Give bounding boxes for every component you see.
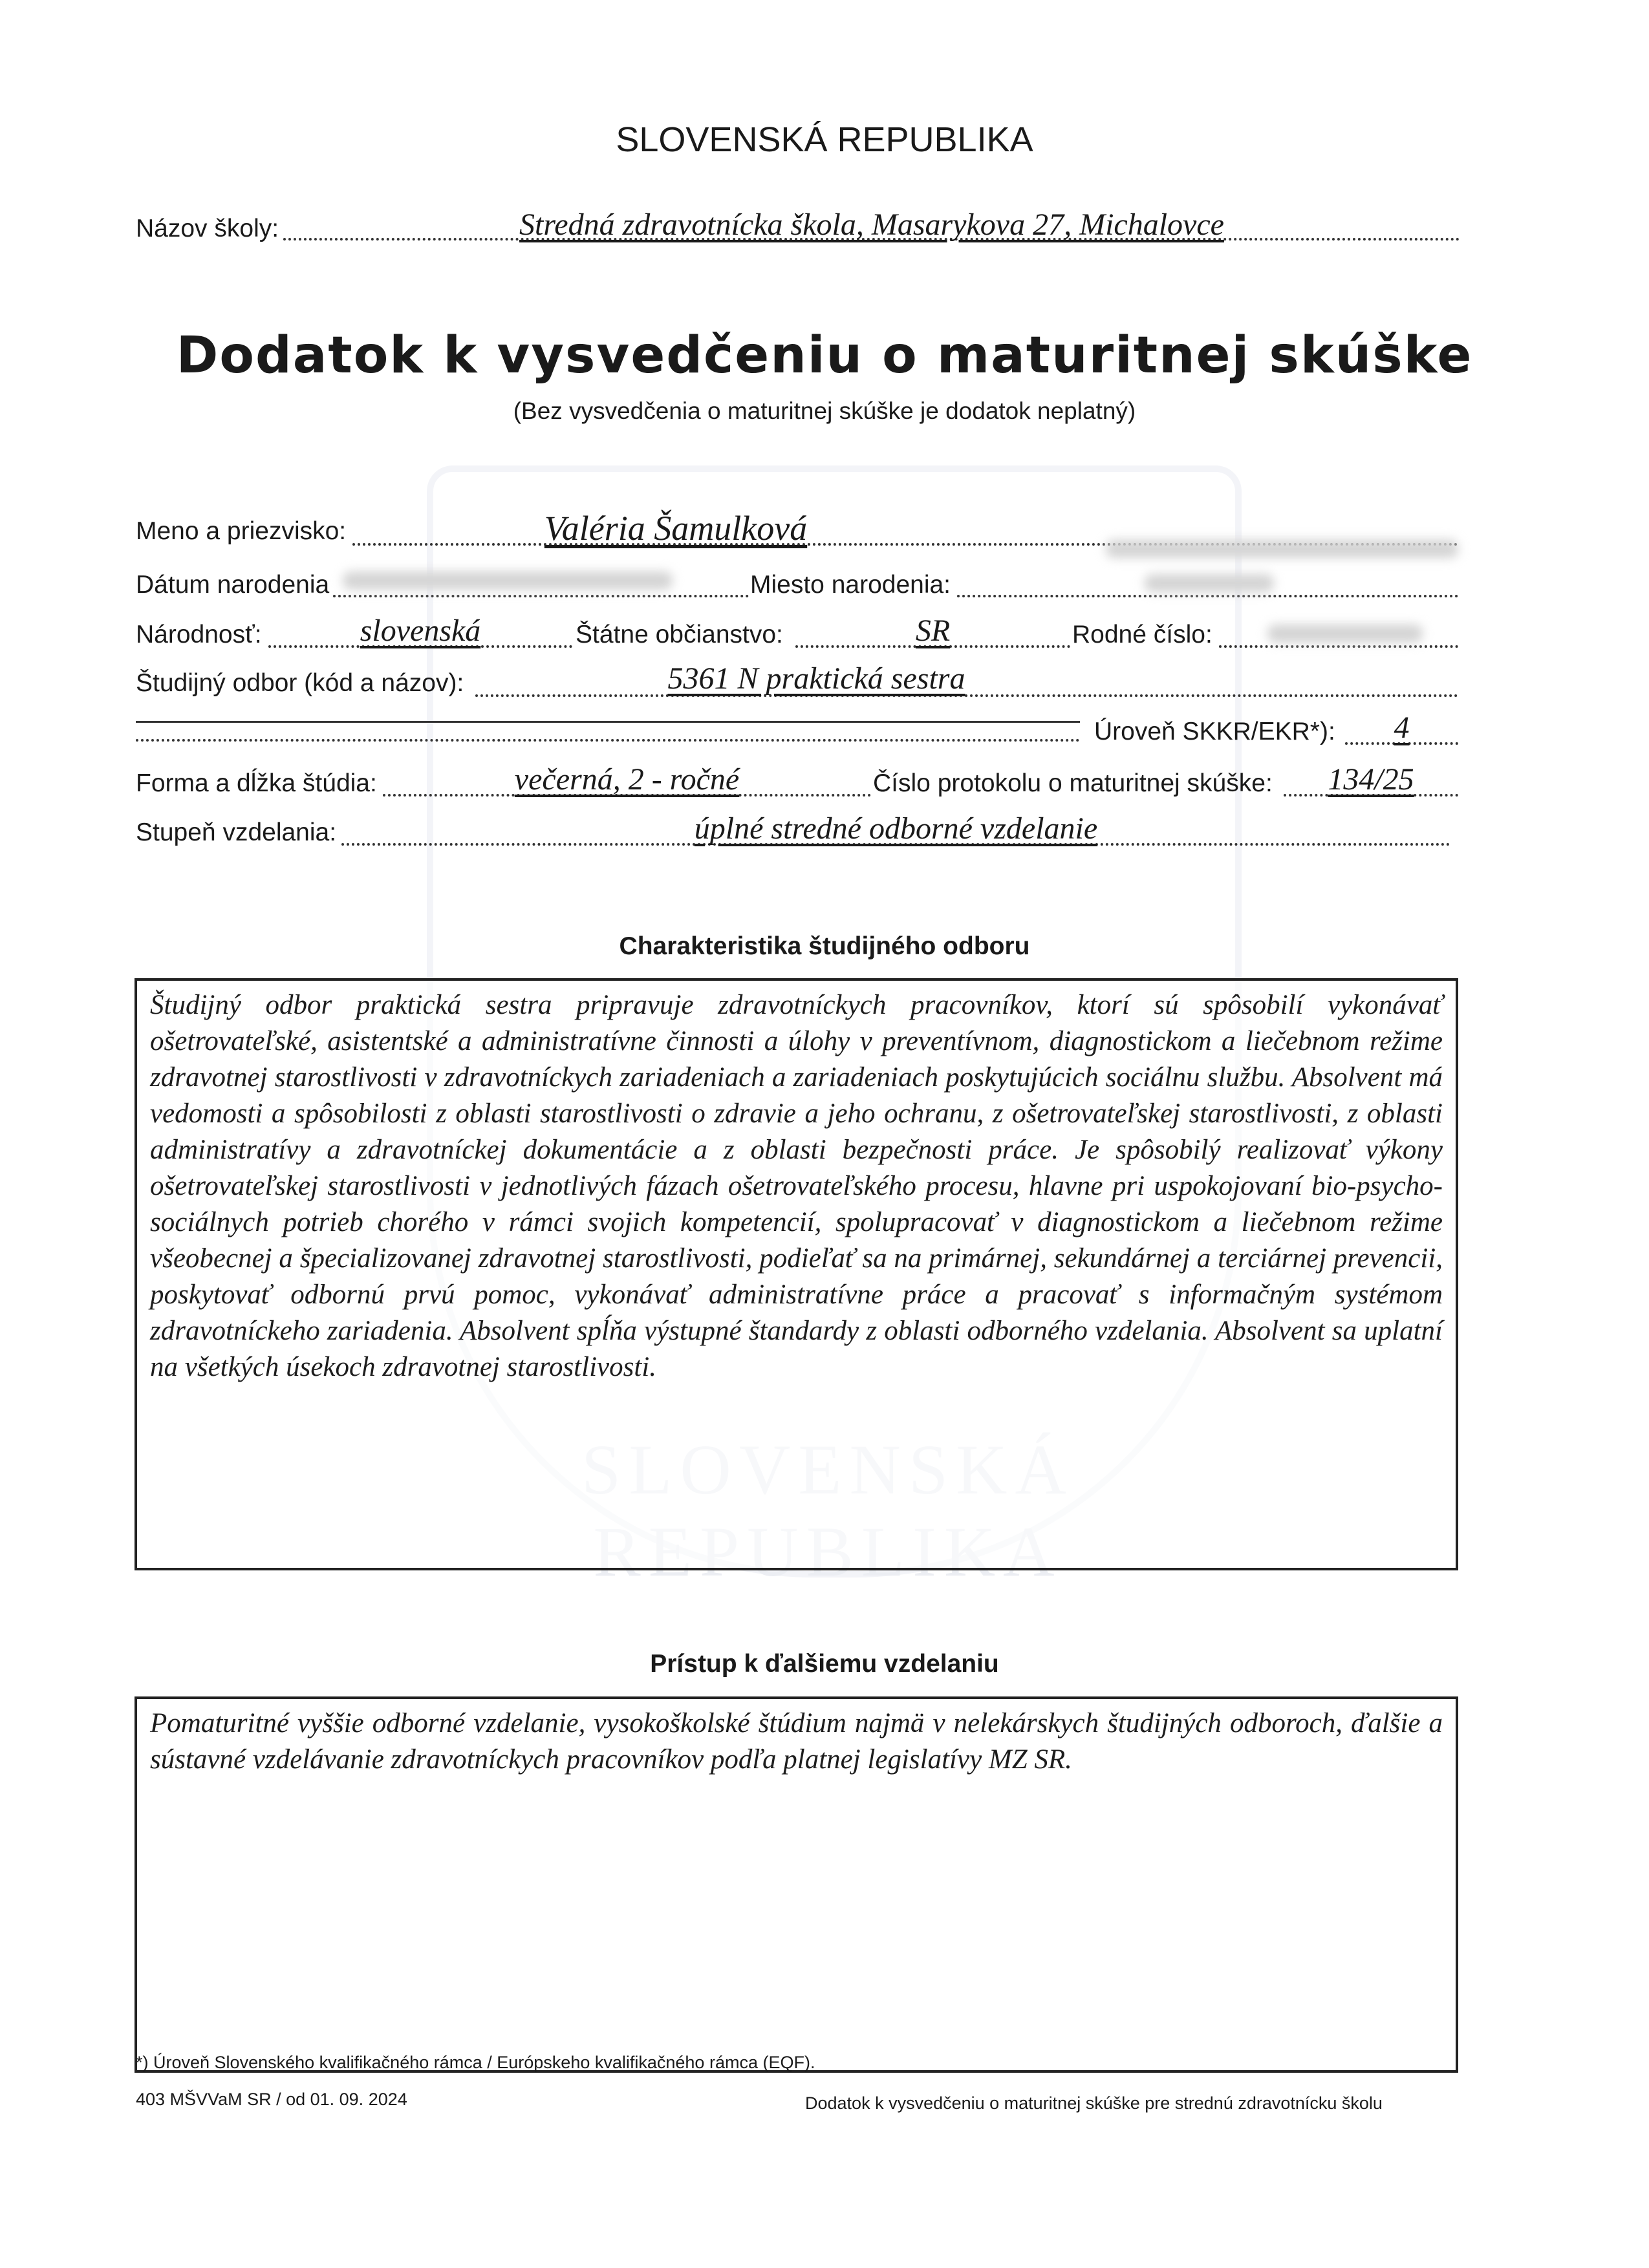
continuation-dotted-line (136, 734, 1080, 742)
school-value: Stredná zdravotnícka škola, Masarykova 27, Michalovce (519, 208, 1224, 242)
nationality-value: slovenská (360, 614, 481, 648)
birth-date-dotted-line (333, 590, 749, 597)
continuation-line (136, 721, 1080, 723)
further-education-heading: Prístup k ďalšiemu vzdelaniu (650, 1650, 999, 1678)
personal-number-label: Rodné číslo: (1072, 621, 1212, 648)
education-degree-label: Stupeň vzdelania: (136, 818, 337, 846)
field-of-study-value: 5361 N praktická sestra (667, 661, 965, 696)
form-name: Dodatok k vysvedčeniu o maturitnej skúške pre strednú zdravotnícku školu (805, 2093, 1383, 2113)
further-education-box (135, 1696, 1458, 2073)
level-value: 4 (1394, 711, 1410, 745)
document-subtitle: (Bez vysvedčenia o maturitnej skúške je dodatok neplatný) (513, 398, 1136, 424)
country-heading: SLOVENSKÁ REPUBLIKA (616, 120, 1033, 159)
birth-date-label: Dátum narodenia (136, 571, 330, 599)
birth-place-redacted (1145, 574, 1274, 592)
characteristics-text: Študijný odbor praktická sestra pripravuje zdravotníckych pracovníkov, ktorí sú spôsobilí vykonávať ošetrovateľské, asistentské a administratívne činnosti a úlohy v preventívnom, diagnostickom a liečebnom režime zdravotnej starostlivosti v zdravotníckych zariadeniach a zariadeniach poskytujúcich sociálnu službu. Absolvent má vedomosti a spôsobilosti z oblasti starostlivosti o zdravie a jeho ochranu, z ošetrovateľskej starostlivosti, z oblasti administratívy a zdravotníckej dokumentácie a z oblasti bezpečnosti práce. Je spôsobilý realizovať výkony ošetrovateľskej starostlivosti v jednotlivých fázach ošetrovateľského procesu, hlavne pri uspokojovaní bio-psycho-sociálnych potrieb chorého v rámci svojich kompetencií, spolupracovať v diagnostickom a liečebnom režime všeobecnej a špecializovanej zdravotnej starostlivosti, podieľať sa na primárnej, sekundárnej a terciárnej prevencii, poskytovať odbornú prvú pomoc, vykonávať administratívne práce a pracovať s informačným systémom zdravotníckeho zariadenia. Absolvent spĺňa výstupné štandardy z oblasti odborného vzdelania. Absolvent sa uplatní na všetkých úsekoch zdravotnej starostlivosti. (150, 990, 1443, 1382)
personal-number-redacted (1267, 625, 1423, 643)
footnote: *) Úroveň Slovenského kvalifikačného rámca / Európskeho kvalifikačného rámca (EQF). (136, 2053, 815, 2072)
level-label: Úroveň SKKR/EKR*): (1094, 718, 1335, 745)
education-degree-value: úplné stredné odborné vzdelanie (694, 811, 1098, 846)
characteristics-box (135, 978, 1458, 1570)
further-education-text: Pomaturitné vyššie odborné vzdelanie, vysokoškolské štúdium najmä v nelekárskych študijných odboroch, ďalšie a sústavné vzdelávanie zdravotníckych pracovníkov podľa platnej legislatívy MZ SR. (150, 1708, 1443, 1775)
document-title: Dodatok k vysvedčeniu o maturitnej skúške (176, 326, 1473, 385)
birth-place-label: Miesto narodenia: (750, 571, 951, 599)
redacted-area (1106, 540, 1458, 558)
study-form-label: Forma a dĺžka štúdia: (136, 769, 377, 797)
birth-date-redacted (343, 572, 673, 590)
nationality-label: Národnosť: (136, 621, 262, 648)
citizenship-value: SR (915, 614, 951, 648)
name-value: Valéria Šamulková (544, 509, 808, 548)
school-label: Názov školy: (136, 215, 279, 242)
protocol-value: 134/25 (1328, 762, 1414, 797)
protocol-label: Číslo protokolu o maturitnej skúške: (873, 769, 1273, 797)
citizenship-label: Štátne občianstvo: (576, 621, 783, 648)
field-of-study-label: Študijný odbor (kód a názov): (136, 669, 464, 697)
form-code: 403 MŠVVaM SR / od 01. 09. 2024 (136, 2090, 407, 2109)
name-label: Meno a priezvisko: (136, 517, 347, 545)
study-form-value: večerná, 2 - ročné (514, 762, 740, 797)
characteristics-heading: Charakteristika študijného odboru (619, 932, 1030, 960)
